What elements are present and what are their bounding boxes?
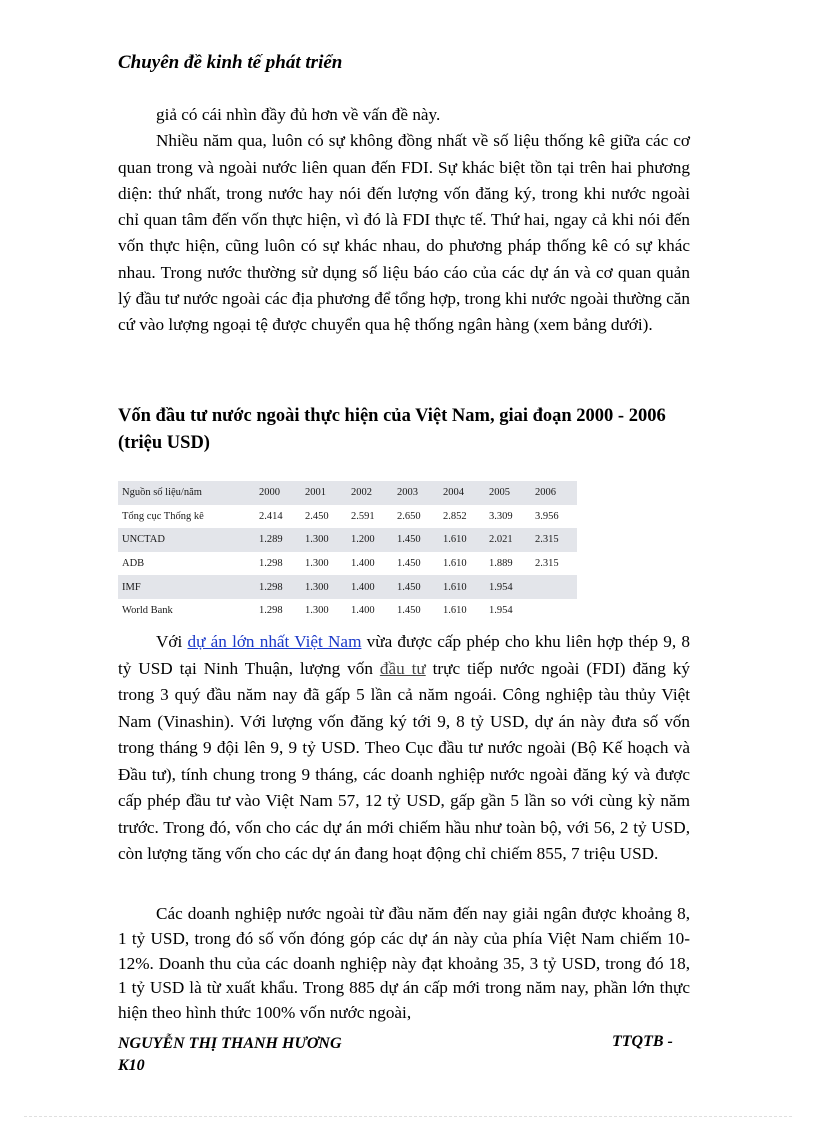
- table-cell: 1.889: [489, 558, 513, 570]
- table-cell: 2.414: [259, 510, 283, 522]
- second-rest: trực tiếp nước ngoài (FDI) đăng ký trong 3 quý đầu năm nay đã gấp 5 lần cả năm ngoái. Công nghiệp tàu thủy Việt Nam (Vinashin). Với lượng vốn đăng ký tới 9, 8 tỷ USD, dự án này đưa số vốn trong tháng 9 đội lên 9, 9 tỷ USD. Theo Cục đầu tư nước ngoài (Bộ Kế hoạch và Đầu tư), tính chung trong 9 tháng, các doanh nghiệp nước ngoài đăng ký và được cấp phép đầu tư vào Việt Nam 57, 12 tỷ USD, gấp gần 5 lần so với cùng kỳ năm trước. Trong đó, vốn cho các dự án mới chiếm hầu như toàn bộ, với 56, 2 tỷ USD, còn lượng tăng vốn cho các dự án đang hoạt động chỉ chiếm 855, 7 triệu USD.: [118, 658, 690, 863]
- table-cell: 1.300: [305, 558, 329, 570]
- table-header-cell: 2004: [439, 481, 485, 505]
- page-bottom-edge: [24, 1116, 792, 1117]
- table-header-cell: 2005: [485, 481, 531, 505]
- table-row: [118, 575, 577, 599]
- table-cell: 1.400: [347, 575, 393, 599]
- table-row: [118, 528, 577, 552]
- table-cell: 1.610: [439, 528, 485, 552]
- table-title: Vốn đầu tư nước ngoài thực hiện của Việt Nam, giai đoạn 2000 - 2006 (triệu USD): [118, 406, 666, 453]
- intro-continuation: giả có cái nhìn đầy đủ hơn về vấn đề này.: [156, 105, 441, 124]
- table-cell: 2.450: [305, 510, 329, 522]
- table-row: [118, 552, 577, 576]
- table-cell: 2.852: [443, 510, 467, 522]
- table-cell-source: World Bank: [122, 605, 173, 617]
- table-cell: 1.954: [485, 575, 531, 599]
- table-cell: 1.200: [347, 528, 393, 552]
- table-cell: 1.610: [439, 575, 485, 599]
- footer-author-block: [118, 1033, 342, 1077]
- table-cell: 2.591: [351, 510, 375, 522]
- document-header-title: Chuyên đề kinh tế phát triển: [118, 52, 343, 73]
- table-header-cell: 2000: [255, 481, 301, 505]
- table-header-cell: 2002: [347, 481, 393, 505]
- table-cell: 1.400: [351, 605, 375, 617]
- table-cell-source: UNCTAD: [118, 528, 255, 552]
- footer-class-code: K10: [118, 1057, 145, 1074]
- table-cell: 1.954: [489, 605, 513, 617]
- table-cell: 1.610: [443, 605, 467, 617]
- table-cell: 1.289: [255, 528, 301, 552]
- table-cell: 1.300: [305, 605, 329, 617]
- table-cell: 1.300: [301, 528, 347, 552]
- largest-project-link[interactable]: dự án lớn nhất Việt Nam: [187, 632, 362, 651]
- table-header-cell: Nguồn số liệu/năm: [118, 481, 255, 505]
- intro-section: [118, 102, 690, 339]
- table-cell: 1.450: [393, 528, 439, 552]
- table-header-cell: 2003: [393, 481, 439, 505]
- table-cell-source: Tổng cục Thống kê: [122, 510, 204, 522]
- third-paragraph: Các doanh nghiệp nước ngoài từ đầu năm đến nay giải ngân được khoảng 8, 1 tỷ USD, trong đó số vốn đóng góp các dự án này của phía Việt Nam chiếm 10-12%. Doanh thu của các doanh nghiệp này đạt khoảng 35, 3 tỷ USD, trong đó 18, 1 tỷ USD là từ xuất khẩu. Trong 885 dự án cấp mới trong năm nay, phần lớn thực hiện theo hình thức 100% vốn nước ngoài,: [118, 904, 690, 1023]
- table-cell: 1.298: [255, 575, 301, 599]
- second-lead: Với: [156, 632, 188, 651]
- table-row: [118, 599, 577, 623]
- table-row: [118, 505, 577, 529]
- table-header-cell: 2006: [531, 481, 577, 505]
- table-cell: 3.309: [489, 510, 513, 522]
- table-cell: 1.450: [397, 605, 421, 617]
- footer-dept: TTQTB -: [612, 1033, 673, 1050]
- table-cell: 1.610: [443, 558, 467, 570]
- table-cell: 1.300: [301, 575, 347, 599]
- fdi-data-table: [118, 481, 577, 623]
- intro-paragraph: Nhiều năm qua, luôn có sự không đồng nhất về số liệu thống kê giữa các cơ quan trong và ngoài nước liên quan đến FDI. Sự khác biệt tồn tại trên hai phương diện: thứ nhất, trong nước hay nói đến lượng vốn đăng ký, trong khi nước ngoài chỉ quan tâm đến vốn thực hiện, vì đó là FDI thực tế. Thứ hai, ngay cả khi nói đến vốn thực hiện, cũng luôn có sự khác nhau, do phương pháp thống kê có sự khác nhau. Trong nước thường sử dụng số liệu báo cáo của các dự án và cơ quan quản lý đầu tư nước ngoài các địa phương để tổng hợp, trong khi nước ngoài thường căn cứ vào lượng ngoại tệ được chuyển qua hệ thống ngân hàng (xem bảng dưới).: [118, 131, 690, 335]
- table-cell: [531, 599, 577, 623]
- table-cell: 1.450: [393, 575, 439, 599]
- table-cell: 2.315: [531, 528, 577, 552]
- table-cell: [531, 575, 577, 599]
- second-paragraph: [118, 629, 690, 868]
- table-header-row: [118, 481, 577, 505]
- footer-author: NGUYỄN THỊ THANH HƯƠNG: [118, 1035, 342, 1052]
- table-cell: 1.298: [259, 558, 283, 570]
- second-mid: vừa được cấp phép cho khu liên hợp thép 9, 8 tỷ USD tại Ninh Thuận, lượng vốn: [118, 632, 690, 678]
- table-cell: 2.021: [485, 528, 531, 552]
- third-section: [118, 902, 690, 1026]
- table-cell: 1.298: [259, 605, 283, 617]
- table-cell: 2.315: [535, 558, 559, 570]
- table-header-cell: 2001: [301, 481, 347, 505]
- table-cell: 2.650: [397, 510, 421, 522]
- investment-link[interactable]: đầu tư: [379, 658, 426, 678]
- table-cell-source: IMF: [118, 575, 255, 599]
- table-cell-source: ADB: [122, 558, 145, 570]
- second-section: [118, 629, 690, 868]
- table-cell: 1.400: [351, 558, 375, 570]
- table-cell: 3.956: [535, 510, 559, 522]
- table-cell: 1.450: [397, 558, 421, 570]
